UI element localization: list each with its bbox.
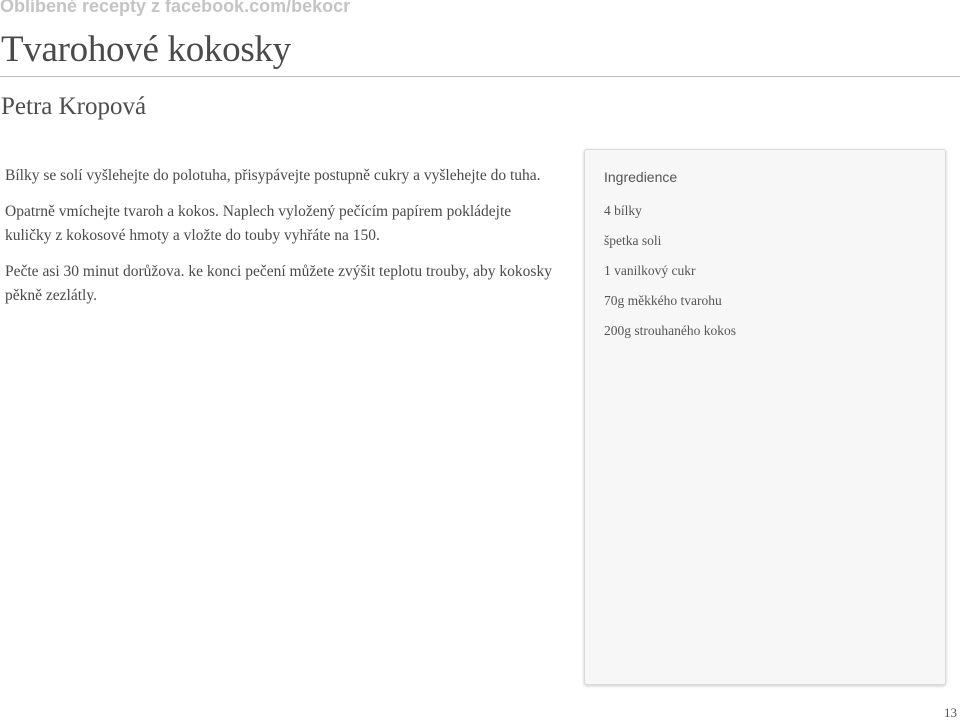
ingredient-item: 200g strouhaného kokos bbox=[604, 323, 736, 338]
ingredient-item: 70g měkkého tvarohu bbox=[604, 293, 722, 308]
ingredients-heading: Ingredience bbox=[604, 169, 678, 185]
instructions bbox=[5, 164, 560, 320]
title-divider bbox=[0, 76, 960, 77]
instruction-paragraph: Bílky se solí vyšlehejte do polotuha, přisypávejte postupně cukry a vyšlehejte do tuha. bbox=[5, 167, 541, 184]
instruction-paragraph: Opatrně vmíchejte tvaroh a kokos. Naplech vyložený pečícím papírem pokládejte kuličky z kokosové hmoty a vložte do touby vyhřáte na 150. bbox=[5, 203, 512, 244]
ingredients-panel bbox=[584, 149, 946, 685]
ingredient-item: špetka soli bbox=[604, 233, 662, 248]
site-header: Oblíbené recepty z facebook.com/bekocr bbox=[0, 0, 351, 16]
recipe-title: Tvarohové kokosky bbox=[1, 29, 291, 70]
ingredient-item: 4 bílky bbox=[604, 203, 642, 218]
ingredient-item: 1 vanilkový cukr bbox=[604, 263, 696, 278]
page-number: 13 bbox=[944, 705, 957, 720]
instruction-paragraph: Pečte asi 30 minut dorůžova. ke konci pečení můžete zvýšit teplotu trouby, aby kokosky pěkně zezlátly. bbox=[5, 263, 552, 304]
recipe-author: Petra Kropová bbox=[1, 93, 147, 120]
ingredient-list bbox=[604, 202, 736, 352]
